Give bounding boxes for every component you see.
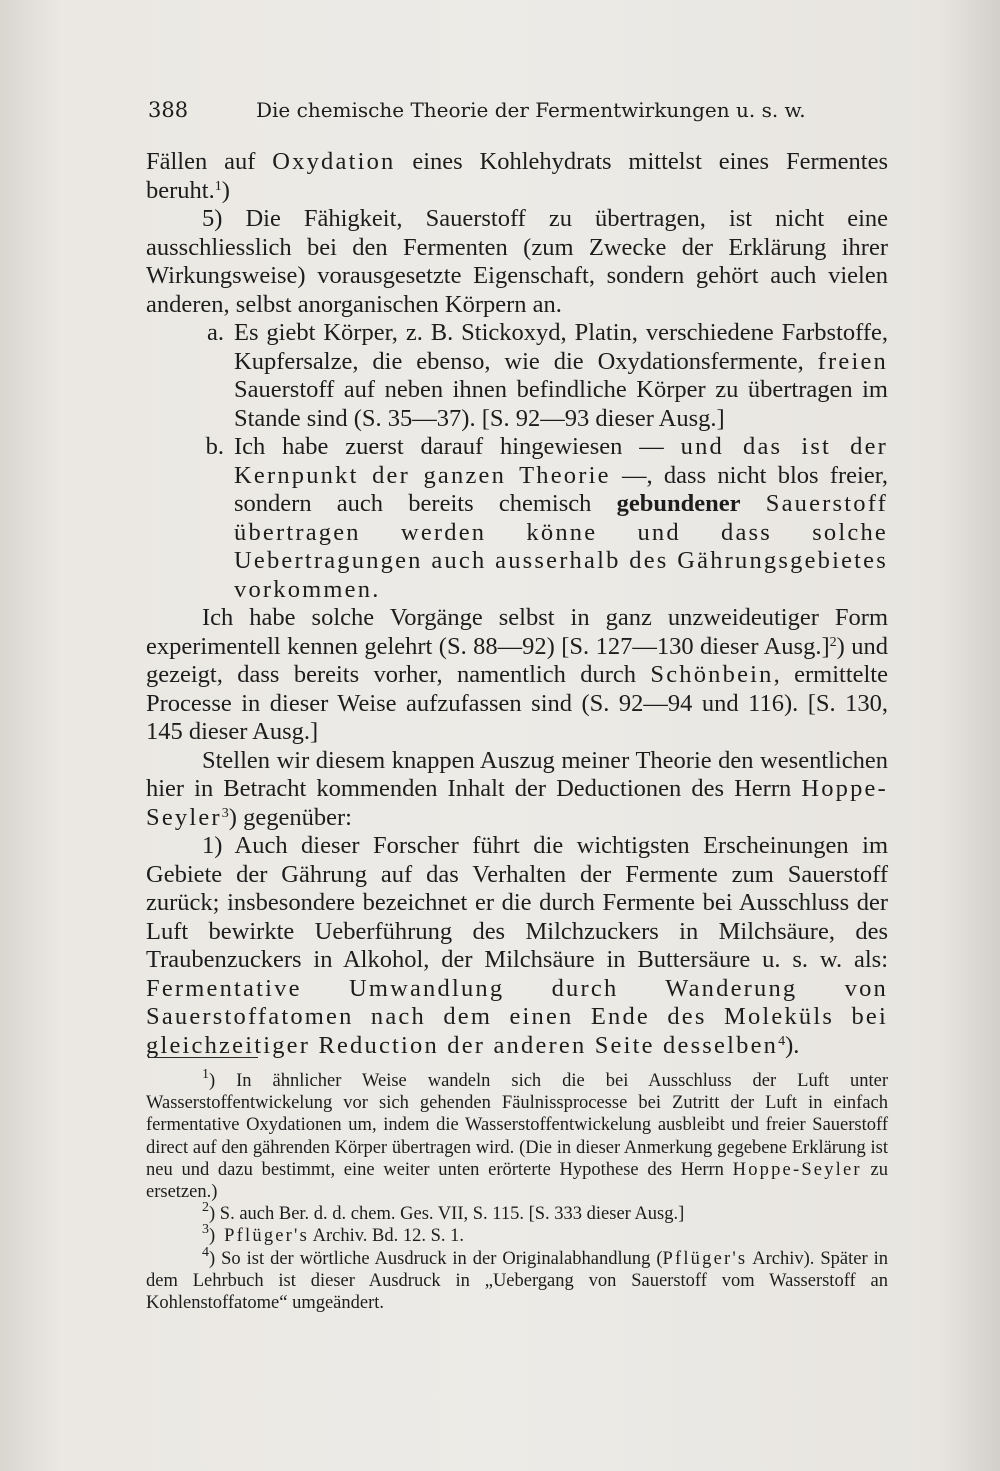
footnote-2	[146, 1200, 888, 1225]
text-run: —, dass nicht blos freier, sondern auch bereits chemisch	[234, 461, 889, 517]
spaced-term: Fermentative Umwandlung durch Wanderung von Sauerstoffatomen nach dem einen Ende des Moleküls bei gleichzeitiger Reduction der anderen Seite desselben	[146, 974, 888, 1059]
spaced-name: Schönbein	[650, 661, 774, 688]
list-marker: b.	[205, 433, 224, 460]
text-run: ) So ist der wörtliche Ausdruck in der Originalabhandlung (	[209, 1248, 663, 1269]
text-run: 1) Auch dieser Forscher führt die wichtigsten Erscheinungen im Gebiete der Gährung auf das Verhalten der Fermente zum Sauerstoff zurück; insbesondere bezeichnet er die durch Fermente bei Ausschluss der Luft bewirkte Ueberführung des Milchzuckers in Milchsäure, des Traubenzuckers in Alkohol, der Milchsäure in Buttersäure u. s. w. als:	[146, 832, 888, 973]
spaced-term: Oxydation	[272, 148, 396, 175]
paragraph-4	[146, 747, 888, 833]
text-run: , ermittelte Processe in dieser Weise aufzufassen sind (S. 92—94 und 116). [S. 130, 145 dieser Ausg.]	[146, 661, 888, 745]
spaced-name: Hoppe-Seyler	[146, 775, 888, 831]
spaced-term: freien	[817, 347, 888, 375]
text-run: ) In ähnlicher Weise wandeln sich die bei Ausschluss der Luft unter Wasserstoffentwickelung vor sich gehenden Fäulnissprocesse bei Zutritt der Luft in einfach fermentative Oxydationen um, indem die Wasserstoffentwickelung ausbleibt und freier Sauerstoff direct auf den gährenden Körper übertragen wird. (Die in dieser Anmerkung gegebene Erklärung ist neu und dazu bestimmt, eine weiter unten erörterte Hypothese des Herrn	[146, 1071, 888, 1180]
running-title: Die chemische Theorie der Fermentwirkungen u. s. w.	[256, 98, 806, 122]
spaced-term: und das ist der Kernpunkt der ganzen Theorie	[234, 433, 888, 489]
footnote-marker: 4	[202, 1244, 209, 1260]
text-run: )	[221, 176, 230, 204]
footnote-marker: 2	[202, 1200, 209, 1216]
list-item-a	[146, 319, 888, 433]
text-run: ) und gezeigt, dass bereits vorher, namentlich durch	[146, 632, 888, 688]
footnote-ref-2[interactable]: 2	[829, 634, 837, 650]
footnote-ref-1[interactable]: 1	[214, 178, 222, 194]
spaced-name: Pflüger's	[662, 1248, 748, 1269]
text-run: Es giebt Körper, z. B. Stickoxyd, Platin, verschiedene Farbstoffe, Kupfersalze, die ebenso, wie die Oxydationsfermente,	[234, 319, 888, 375]
footnote-ref-4[interactable]: 4	[778, 1033, 786, 1049]
list-item-b	[146, 433, 888, 604]
list-item-text	[234, 319, 888, 433]
spaced-name: Hoppe-Seyler	[732, 1159, 862, 1180]
text-run	[741, 490, 766, 517]
list-marker: a.	[207, 319, 224, 346]
page-number: 388	[148, 98, 189, 122]
paragraph-1	[146, 148, 888, 205]
text-run: ).	[785, 1031, 800, 1059]
footnote-3	[146, 1222, 888, 1247]
spaced-term: Sauerstoff übertragen werden könne und dass solche Uebertragungen auch ausserhalb des Gährungsgebietes vorkommen.	[234, 490, 888, 603]
text-run: Ich habe zuerst darauf hingewiesen —	[234, 433, 681, 460]
main-text	[146, 148, 888, 1060]
text-run: eines Kohlehydrats mittelst eines Fermentes beruht.	[146, 148, 889, 204]
footnote-marker: 1	[202, 1067, 209, 1082]
text-run: Archiv). Später in dem Lehrbuch ist dieser Ausdruck in „Uebergang von Sauerstoff vom Wasserstoff an Kohlenstoffatome“ umgeändert.	[146, 1248, 888, 1314]
paragraph-point-5: 5) Die Fähigkeit, Sauerstoff zu übertragen, ist nicht eine ausschliesslich bei den Fermenten (zum Zwecke der Erklärung ihrer Wirkungsweise) vorausgesetzte Eigenschaft, sondern gehört auch vielen anderen, selbst anorganischen Körpern an.	[146, 205, 888, 318]
text-run: Archiv. Bd. 12. S. 1.	[308, 1226, 465, 1247]
footnote-4	[146, 1244, 888, 1315]
paragraph-3	[146, 604, 888, 747]
text-run: Sauerstoff auf neben ihnen befindliche Körper zu übertragen im Stande sind (S. 35—37). [S. 92—93 dieser Ausg.]	[234, 376, 888, 432]
text-run: Stellen wir diesem knappen Auszug meiner Theorie den wesentlichen hier in Betracht kommenden Inhalt der Deductionen des Herrn	[146, 746, 888, 802]
footnote-1	[146, 1067, 888, 1203]
paragraph-5	[146, 832, 888, 1060]
list-item-text	[234, 433, 888, 604]
footnote-ref-3[interactable]: 3	[221, 805, 229, 821]
text-run: zu ersetzen.)	[146, 1159, 888, 1203]
bold-term: gebundener	[616, 490, 741, 517]
spaced-name: ) Pflüger's	[209, 1226, 309, 1247]
text-run: ) gegenüber:	[228, 803, 352, 831]
text-run: Ich habe solche Vorgänge selbst in ganz unzweideutiger Form experimentell kennen gelehrt (S. 88—92) [S. 127—130 dieser Ausg.]	[146, 604, 888, 660]
footnote-divider	[148, 1057, 258, 1058]
footnote-marker: 3	[202, 1222, 209, 1238]
text-run: Fällen auf	[146, 148, 273, 175]
page-header	[148, 98, 888, 128]
footnotes	[146, 1067, 888, 1314]
text-run: ) S. auch Ber. d. d. chem. Ges. VII, S. 115. [S. 333 dieser Ausg.]	[209, 1204, 685, 1225]
